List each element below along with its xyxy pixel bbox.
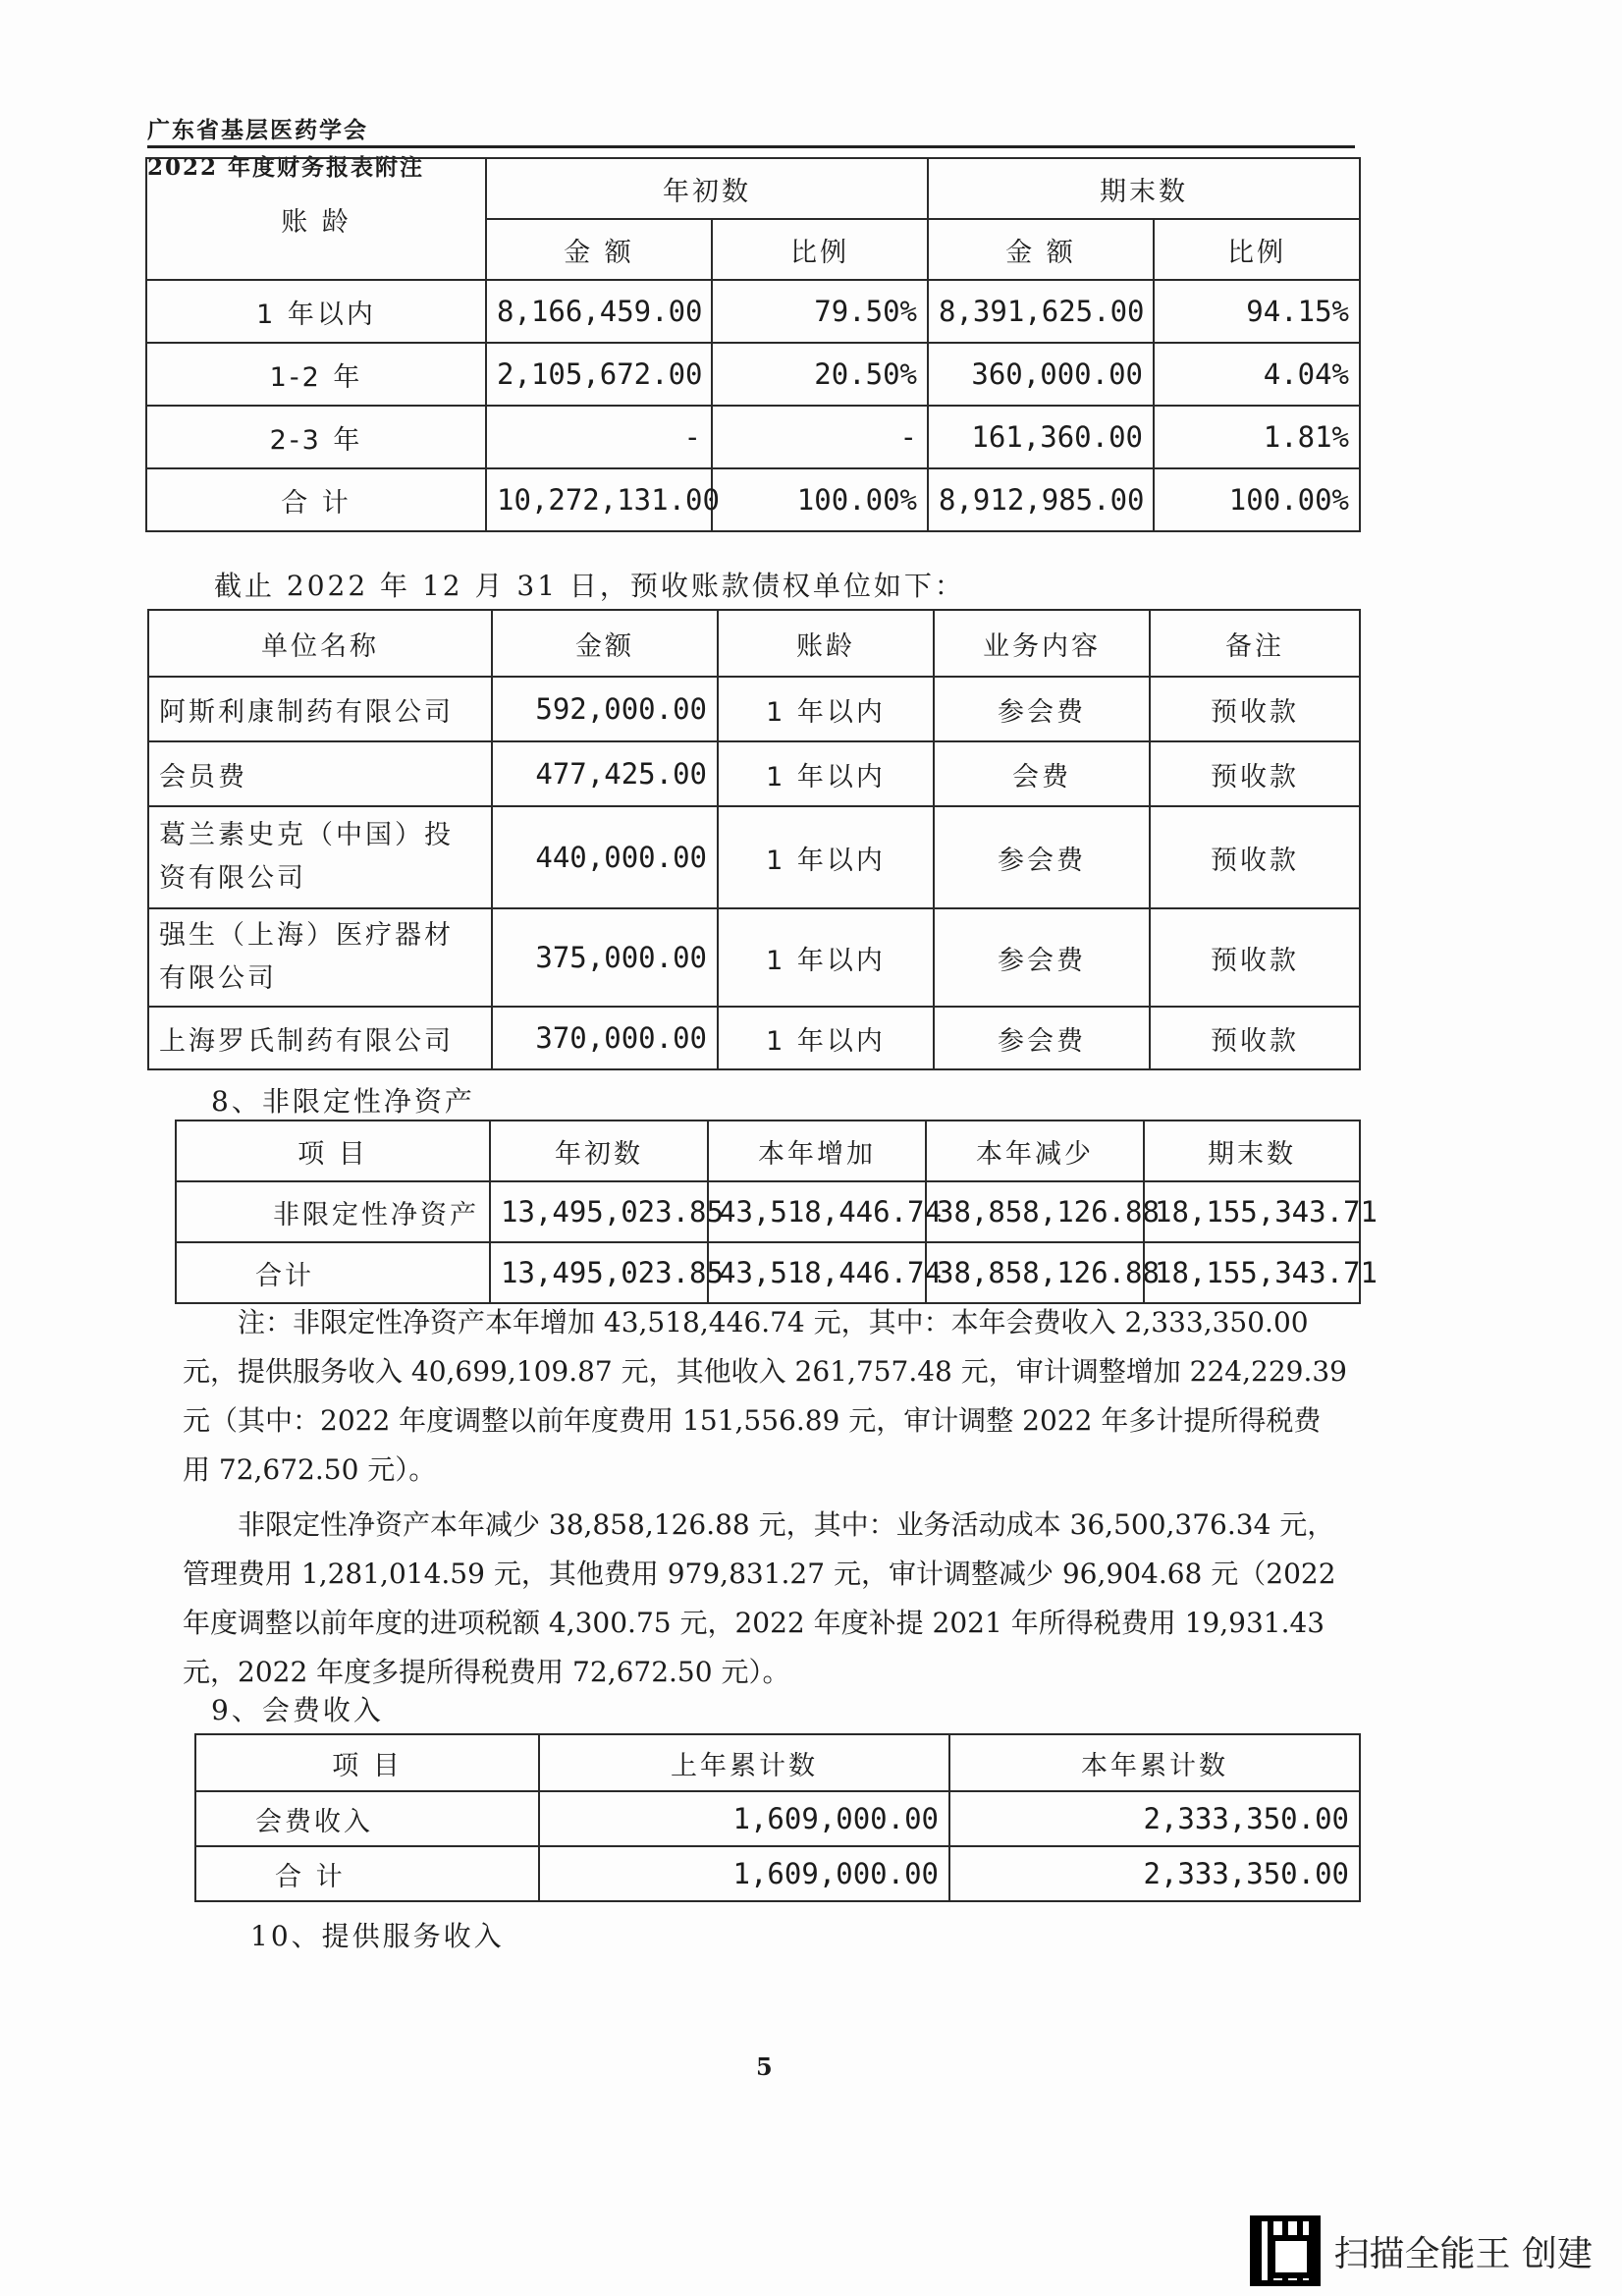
unit-name: 葛兰素史克（中国）投资有限公司 <box>148 806 492 908</box>
begin: 13,495,023.85 <box>490 1242 708 1303</box>
aging-label: 2-3 年 <box>146 406 486 468</box>
begin-ratio: 20.50% <box>712 343 928 406</box>
section-9-title: 9、会费收入 <box>211 1694 384 1726</box>
net-assets-table <box>175 1120 1378 1304</box>
begin: 13,495,023.85 <box>490 1181 708 1242</box>
header-content: 业务内容 <box>934 610 1150 677</box>
note: 预收款 <box>1150 741 1360 806</box>
col-end-header: 期末数 <box>928 158 1360 219</box>
qr-code-icon <box>1250 2215 1321 2286</box>
begin-amount: 8,166,459.00 <box>486 280 712 343</box>
end-amount: 360,000.00 <box>928 343 1154 406</box>
item-label: 合 计 <box>195 1846 539 1901</box>
section-10-title: 10、提供服务收入 <box>250 1920 505 1952</box>
table-row <box>148 806 1360 908</box>
table-row <box>146 280 1360 343</box>
col-begin-amount-header: 金 额 <box>486 219 712 280</box>
watermark-text: 扫描全能王 创建 <box>1333 2233 1593 2274</box>
aging-label: 1 年以内 <box>146 280 486 343</box>
content: 会费 <box>934 741 1150 806</box>
end-amount: 8,912,985.00 <box>928 468 1154 531</box>
col-end-ratio-header: 比例 <box>1154 219 1360 280</box>
header-amount: 金额 <box>492 610 718 677</box>
end-ratio: 1.81% <box>1154 406 1360 468</box>
table-row-total <box>195 1846 1360 1901</box>
begin-ratio: - <box>712 406 928 468</box>
org-name: 广东省基层医药学会 <box>147 117 368 143</box>
end: 18,155,343.71 <box>1144 1242 1360 1303</box>
note: 预收款 <box>1150 806 1360 908</box>
col-aging-header: 账 龄 <box>146 158 486 280</box>
table-row <box>146 343 1360 406</box>
content: 参会费 <box>934 677 1150 741</box>
table-row <box>148 1007 1360 1069</box>
aging: 1 年以内 <box>718 908 934 1007</box>
note-increase: 注：非限定性净资产本年增加 43,518,446.74 元，其中：本年会费收入 2,333,350.00 元，提供服务收入 40,699,109.87 元，其他收入 261,757.48 元，审计调整增加 224,229.39 元（其中：2022 年度调整以前年度费用 151,556.89 元，审计调整 2022 年多计提所得税费用 72,672.50 元）。 <box>183 1306 1347 1486</box>
header-increase: 本年增加 <box>708 1121 926 1181</box>
prev: 1,609,000.00 <box>539 1846 949 1901</box>
amount: 440,000.00 <box>492 806 718 908</box>
aging-label: 1-2 年 <box>146 343 486 406</box>
amount: 592,000.00 <box>492 677 718 741</box>
scanner-watermark <box>1250 2215 1593 2286</box>
increase: 43,518,446.74 <box>708 1181 926 1242</box>
end-amount: 161,360.00 <box>928 406 1154 468</box>
begin-ratio: 79.50% <box>712 280 928 343</box>
table-row <box>148 677 1360 741</box>
decrease: 38,858,126.88 <box>926 1242 1144 1303</box>
col-begin-ratio-header: 比例 <box>712 219 928 280</box>
header-prev: 上年累计数 <box>539 1734 949 1791</box>
header-item: 项 目 <box>195 1734 539 1791</box>
aging: 1 年以内 <box>718 677 934 741</box>
content: 参会费 <box>934 806 1150 908</box>
table-row <box>195 1791 1360 1846</box>
unit-name: 会员费 <box>148 741 492 806</box>
table-row <box>176 1181 1360 1242</box>
end-ratio: 4.04% <box>1154 343 1360 406</box>
begin-amount: 10,272,131.00 <box>486 468 712 531</box>
header-begin: 年初数 <box>490 1121 708 1181</box>
begin-amount: - <box>486 406 712 468</box>
aging: 1 年以内 <box>718 1007 934 1069</box>
header-decrease: 本年减少 <box>926 1121 1144 1181</box>
table-row <box>148 908 1360 1007</box>
membership-fee-table <box>194 1733 1361 1902</box>
header-item: 项 目 <box>176 1121 490 1181</box>
page-number: 5 <box>756 2052 773 2081</box>
end-ratio: 100.00% <box>1154 468 1360 531</box>
curr: 2,333,350.00 <box>949 1846 1360 1901</box>
decrease: 38,858,126.88 <box>926 1181 1144 1242</box>
aging: 1 年以内 <box>718 741 934 806</box>
amount: 375,000.00 <box>492 908 718 1007</box>
table-row-total <box>146 468 1360 531</box>
increase: 43,518,446.74 <box>708 1242 926 1303</box>
amount: 370,000.00 <box>492 1007 718 1069</box>
end-ratio: 94.15% <box>1154 280 1360 343</box>
content: 参会费 <box>934 1007 1150 1069</box>
end: 18,155,343.71 <box>1144 1181 1360 1242</box>
prev: 1,609,000.00 <box>539 1791 949 1846</box>
col-end-amount-header: 金 额 <box>928 219 1154 280</box>
table-row <box>146 406 1360 468</box>
section-8-title: 8、非限定性净资产 <box>211 1085 475 1118</box>
note: 预收款 <box>1150 1007 1360 1069</box>
section-8-notes <box>183 1298 1347 1697</box>
table-row <box>148 741 1360 806</box>
note: 预收款 <box>1150 677 1360 741</box>
begin-ratio: 100.00% <box>712 468 928 531</box>
advance-intro: 截止 2022 年 12 月 31 日，预收账款债权单位如下： <box>214 570 965 602</box>
advance-table <box>147 609 1361 1070</box>
report-subtitle: 2022 年度财务报表附注 <box>147 154 425 181</box>
header-end: 期末数 <box>1144 1121 1360 1181</box>
unit-name: 上海罗氏制药有限公司 <box>148 1007 492 1069</box>
aging: 1 年以内 <box>718 806 934 908</box>
amount: 477,425.00 <box>492 741 718 806</box>
content: 参会费 <box>934 908 1150 1007</box>
begin-amount: 2,105,672.00 <box>486 343 712 406</box>
header-rule <box>147 145 1355 148</box>
item-label: 合计 <box>176 1242 490 1303</box>
header-unit: 单位名称 <box>148 610 492 677</box>
note-decrease: 非限定性净资产本年减少 38,858,126.88 元，其中：业务活动成本 36,500,376.34 元，管理费用 1,281,014.59 元，其他费用 979,831.27 元，审计调整减少 96,904.68 元（2022 年度调整以前年度的进项税额 4,300.75 元，2022 年度补提 2021 年所得税费用 19,931.43 元，2022 年度多提所得税费用 72,672.50 元）。 <box>183 1508 1336 1688</box>
header-curr: 本年累计数 <box>949 1734 1360 1791</box>
aging-table <box>145 157 1361 532</box>
header-aging: 账龄 <box>718 610 934 677</box>
col-begin-header: 年初数 <box>486 158 928 219</box>
header-note: 备注 <box>1150 610 1360 677</box>
curr: 2,333,350.00 <box>949 1791 1360 1846</box>
unit-name: 阿斯利康制药有限公司 <box>148 677 492 741</box>
note: 预收款 <box>1150 908 1360 1007</box>
unit-name: 强生（上海）医疗器材有限公司 <box>148 908 492 1007</box>
end-amount: 8,391,625.00 <box>928 280 1154 343</box>
table-row-total <box>176 1242 1360 1303</box>
item-label: 非限定性净资产 <box>176 1181 490 1242</box>
item-label: 会费收入 <box>195 1791 539 1846</box>
aging-label: 合 计 <box>146 468 486 531</box>
